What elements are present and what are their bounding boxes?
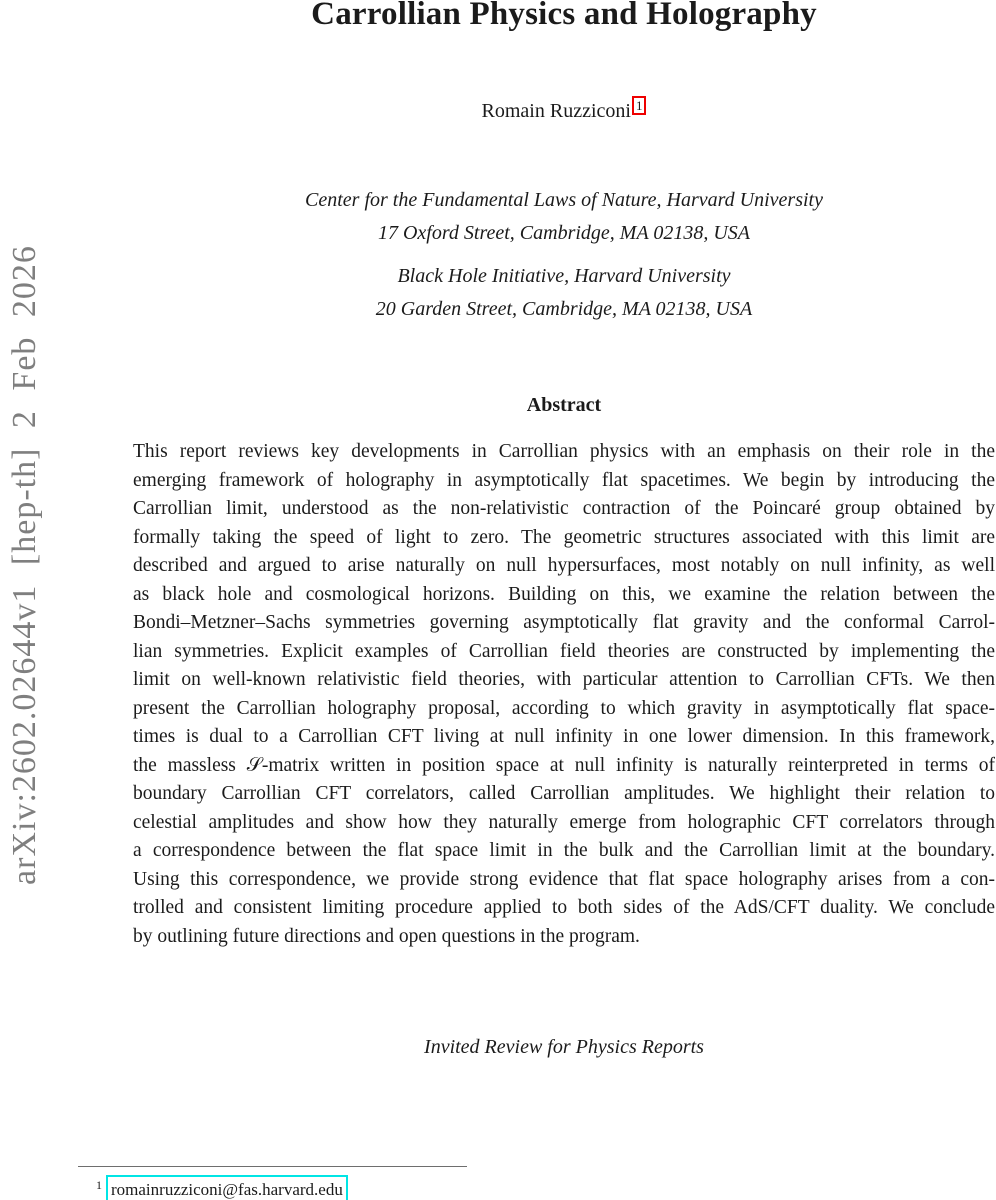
affiliation-2-address: 20 Garden Street, Cambridge, MA 02138, USA (375, 298, 753, 320)
footnote-marker: 1 (96, 1178, 102, 1192)
paper-title: Carrollian Physics and Holography (311, 0, 817, 32)
abstract-line: a correspondence between the flat space limit in the bulk and the Carrollian limit at the boundary. (133, 840, 995, 861)
affiliation-2 (66, 260, 996, 326)
footnote-rule (78, 1166, 467, 1167)
abstract-line: formally taking the speed of light to zero. The geometric structures associated with this limit are (133, 526, 995, 548)
abstract-line: limit on well-known relativistic field theories, with particular attention to Carrollian CFTs. We then (133, 669, 995, 690)
footnote-ref-link[interactable]: 1 (632, 96, 647, 115)
affiliation-1-address: 17 Oxford Street, Cambridge, MA 02138, USA (377, 222, 750, 244)
author-line (66, 96, 996, 126)
abstract-body (133, 438, 995, 951)
email-link[interactable]: romainruzziconi@fas.harvard.edu (106, 1175, 348, 1200)
abstract-line: celestial amplitudes and show how they naturally emerge from holographic CFT correlators through (133, 811, 995, 833)
affiliation-2-institution: Black Hole Initiative, Harvard University (397, 265, 731, 287)
abstract-line: Bondi–Metzner–Sachs symmetries governing asymptotically flat gravity and the conformal Carrol- (133, 612, 995, 633)
footnote (96, 1172, 348, 1200)
invited-review-note: Invited Review for Physics Reports (424, 1036, 704, 1058)
abstract-line: Carrollian limit, understood as the non-relativistic contraction of the Poincaré group obtained by (133, 498, 995, 519)
abstract-line: times is dual to a Carrollian CFT living at null infinity in one lower dimension. In this framework, (133, 726, 995, 747)
abstract-line: Using this correspondence, we provide strong evidence that flat space holography arises from a con- (133, 868, 995, 890)
abstract-line: by outlining future directions and open questions in the program. (133, 925, 640, 947)
abstract-line: trolled and consistent limiting procedure applied to both sides of the AdS/CFT duality. We conclude (133, 897, 995, 918)
abstract-line: described and argued to arise naturally on null hypersurfaces, most notably on null infinity, as well (133, 555, 995, 576)
abstract-heading: Abstract (526, 394, 602, 416)
abstract-line: lian symmetries. Explicit examples of Carrollian field theories are constructed by implementing the (133, 640, 995, 662)
author-name: Romain Ruzziconi (481, 100, 631, 122)
abstract-line: as black hole and cosmological horizons. Building on this, we examine the relation between the (133, 583, 995, 605)
abstract-line: emerging framework of holography in asymptotically flat spacetimes. We begin by introducing the (133, 469, 995, 491)
affiliation-1 (66, 184, 996, 250)
abstract-line: boundary Carrollian CFT correlators, called Carrollian amplitudes. We highlight their relation to (133, 783, 995, 804)
affiliation-1-institution: Center for the Fundamental Laws of Nature, Harvard University (305, 189, 823, 211)
abstract-line: the massless 𝒮-matrix written in position space at null infinity is naturally reinterpreted in terms of (133, 754, 995, 776)
abstract-line: present the Carrollian holography proposal, according to which gravity in asymptotically flat space- (133, 697, 995, 719)
arxiv-watermark: arXiv:2602.02644v1 [hep-th] 2 Feb 2026 (6, 245, 43, 885)
abstract-line: This report reviews key developments in Carrollian physics with an emphasis on their role in the (133, 441, 995, 462)
